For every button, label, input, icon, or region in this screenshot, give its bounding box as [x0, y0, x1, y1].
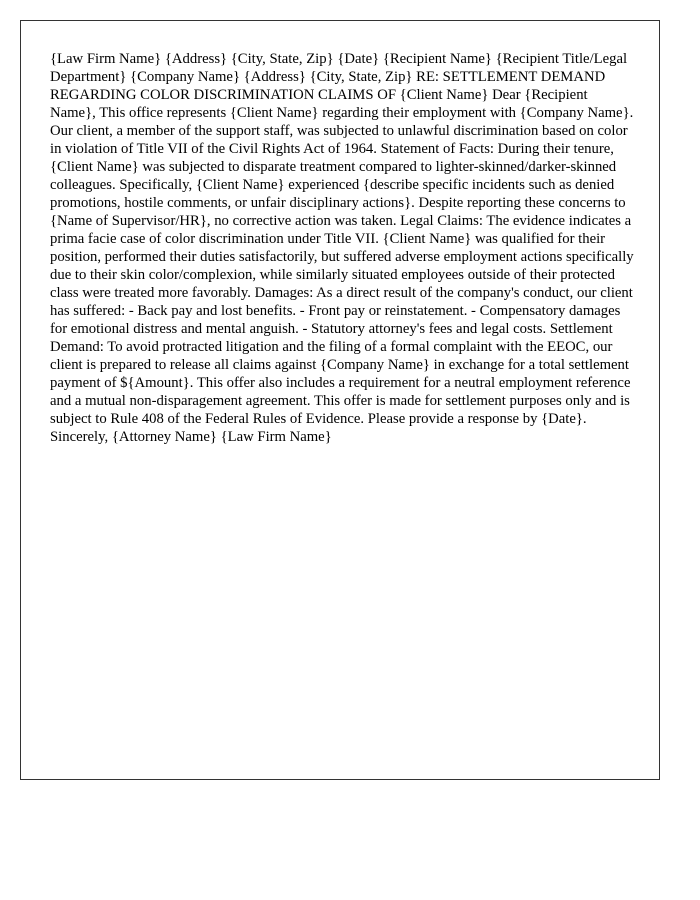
document-page: [20, 20, 660, 780]
letter-body-text: {Law Firm Name} {Address} {City, State, Zip} {Date} {Recipient Name} {Recipient Title/Legal Department} {Company Name} {Address} {City, State, Zip} RE: SETTLEMENT DEMAND REGARDING COLOR DISCRIMINATION CLAIMS OF {Client Name} Dear {Recipient Name}, This office represents {Client Name} regarding their employment with {Company Name}. Our client, a member of the support staff, was subjected to unlawful discrimination based on color in violation of Title VII of the Civil Rights Act of 1964. Statement of Facts: During their tenure, {Client Name} was subjected to disparate treatment compared to lighter-skinned/darker-skinned colleagues. Specifically, {Client Name} experienced {describe specific incidents such as denied promotions, hostile comments, or unfair disciplinary actions}. Despite reporting these concerns to {Name of Supervisor/HR}, no corrective action was taken. Legal Claims: The evidence indicates a prima facie case of color discrimination under Title VII. {Client Name} was qualified for their position, performed their duties satisfactorily, but suffered adverse employment actions specifically due to their skin color/complexion, while similarly situated employees outside of their protected class were treated more favorably. Damages: As a direct result of the company's conduct, our client has suffered: - Back pay and lost benefits. - Front pay or reinstatement. - Compensatory damages for emotional distress and mental anguish. - Statutory attorney's fees and legal costs. Settlement Demand: To avoid protracted litigation and the filing of a formal complaint with the EEOC, our client is prepared to release all claims against {Company Name} in exchange for a total settlement payment of ${Amount}. This offer also includes a requirement for a neutral employment reference and a mutual non-disparagement agreement. This offer is made for settlement purposes only and is subject to Rule 408 of the Federal Rules of Evidence. Please provide a response by {Date}. Sincerely, {Attorney Name} {Law Firm Name}: [50, 51, 634, 445]
